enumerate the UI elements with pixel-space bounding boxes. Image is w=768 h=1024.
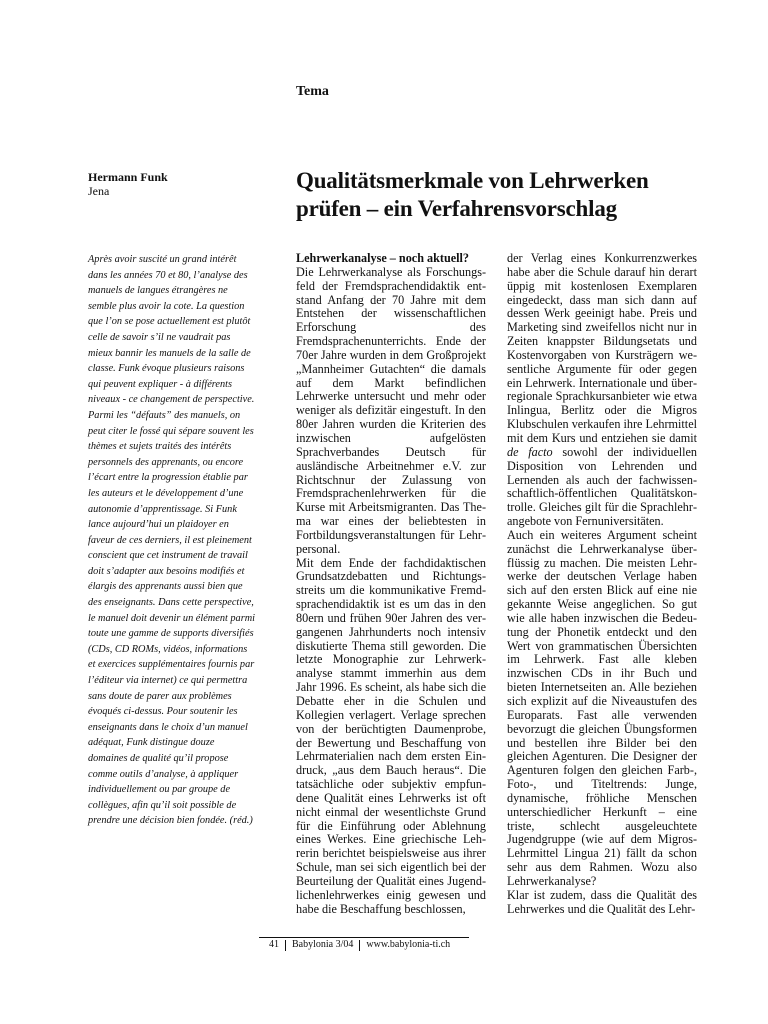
footer-divider <box>359 940 360 951</box>
article-title: Qualitätsmerkmale von Lehrwerken prüfen – ein Verfahrensvorschlag <box>296 168 649 221</box>
emphasis: de facto <box>507 444 553 459</box>
section-subheading: Lehrwerkanalyse – noch aktuell? <box>296 251 469 265</box>
text-column-2 <box>507 252 697 917</box>
author-block <box>88 170 258 198</box>
footer-divider <box>285 940 286 951</box>
journal-issue: Babylonia 3/04 <box>292 939 354 950</box>
author-name: Hermann Funk <box>88 170 168 184</box>
abstract-text: Après avoir suscité un grand intérêt dans les années 70 et 80, l’analyse des manuels de langues étrangères ne semble plus avoir la cote. La question que l’on se pose actuellement est plutôt celle de savoir s’il ne vaudrait pas mieux bannir les manuels de la salle de classe. Funk évoque plusieurs raisons qui peuvent expliquer - à différents niveaux - ce changement de perspective. Parmi les “défauts” des manuels, on peut citer le fossé qui sépare souvent les thèmes et sujets traités des intérêts personnels des apprenants, ou encore l’écart entre la progression établie par les auteurs et le développement d’une autonomie d’apprentissage. Si Funk lance aujourd’hui un plaidoyer en faveur de ces derniers, il est pleinement conscient que cet instrument de travail doit s’adapter aux besoins modifiés et élargis des apprenants aussi bien que des enseignants. Dans cette perspective, le manuel doit devenir un élément parmi toute une gamme de supports diversifiés (CDs, CD ROMs, vidéos, informations et exercices supplémentaires fournis par l’éditeur via internet) ce qui permettra sans doute de parer aux problèmes évoqués ci-dessus. Pour soutenir les enseignants dans le choix d’un manuel adéquat, Funk distingue douze domaines de qualité qu’il propose comme outils d’analyse, à appliquer individuellement ou par groupe de collègues, afin qu’il soit possible de prendre une décision bien fondée. (réd.) <box>88 254 255 827</box>
paragraph <box>507 252 697 529</box>
author-affiliation: Jena <box>88 184 110 198</box>
paragraph: Mit dem Ende der fachdidaktischen Grundsatzdebatten und Richtungsstreits um die kommunikative Fremdsprachendidaktik ist es um das in den 80ern und frühen 90er Jahren des vergangenen Jahrhunderts noch intensiv diskutierte Thema still geworden. Die letzte Monographie zur Lehrwerkanalyse stammt immerhin aus dem Jahr 1996. Es scheint, als habe sich die Debatte eher in die Schulen und Kollegien verlagert. Verlage sprechen von der berüchtigten Daumenprobe, der Bewertung und Beschaffung von Lehrmaterialien nach dem ersten Eindruck, „aus dem Bauch heraus“. Die tatsächliche oder subjektiv empfundene Qualität eines Lehrwerks ist oft nicht einmal der wesentlichste Grund für die Einführung oder Ablehnung eines Werkes. Eine griechische Lehrerin berichtet beispielsweise aus ihrer Schule, man sei sich eigentlich bei der Beurteilung der Qualität eines Jugendlichenlehrwerkes einig gewesen und habe die Beschaffung beschlossen, <box>296 555 486 916</box>
page-number: 41 <box>269 939 279 950</box>
paragraph: Klar ist zudem, dass die Qualität des Lehrwerkes und die Qualität des Lehr- <box>507 887 697 916</box>
page-footer <box>259 937 469 952</box>
paragraph: Die Lehrwerkanalyse als Forschungsfeld der Fremdsprachendidaktik entstand Anfang der 70 Jahre mit dem Entstehen der wissenschaftlichen Erforschung des Fremdsprachenunterrichts. Ende der 70er Jahre wurden in dem Großprojekt „Mannheimer Gutachten“ die damals auf dem Markt befindlichen Lehrwerke untersucht und mehr oder weniger als defizitär eingestuft. In den 80er Jahren wurden die Kriterien des inzwischen aufgelösten Sprachverbandes Deutsch für ausländische Arbeitnehmer e.V. zur Richtschnur der Zulassung von Fremdsprachenlehrwerken für die Kurse mit Arbeitsmigranten. Das Thema war eines der beliebtesten in Fortbildungsveranstaltungen für Lehrpersonal. <box>296 264 486 556</box>
paragraph-text: der Verlag eines Konkurrenzwerkes habe aber die Schule darauf hin derart üppig mit kostenlosen Exemplaren eingedeckt, dass man sich dann auf dessen Werk geeinigt habe. Preis und Marketing sind zweifellos nicht nur in Zeiten knappster Bildungsetats und Kostenvorgaben von Kursträgern wesentliche Argumente für oder gegen ein Lehrwerk. Internationale und überregionale Sprachkursanbieter wie etwa Inlingua, Berlitz oder die Migros Klubschulen verkaufen ihre Lehrmittel mit dem Kurs und entziehen sie damit <box>507 251 697 445</box>
abstract <box>88 252 256 829</box>
text-column-1 <box>296 252 486 917</box>
section-label: Tema <box>296 84 329 99</box>
paragraph-text: sowohl der individuellen Disposition von Lehrenden und Lernenden als auch der fachwissenschaftlich-öffentlichen Qualitätskontrolle. Gleiches gilt für die Sprachlehrangebote von Fernuniversitäten. <box>507 444 698 529</box>
journal-url: www.babylonia-ti.ch <box>366 939 451 950</box>
paragraph: Auch ein weiteres Argument scheint zunächst die Lehrwerkanalyse überflüssig zu machen. Die meisten Lehrwerke der deutschen Verlage haben sich auf den ersten Blick auf eine nie gekannte Weise angeglichen. So gut wie alle haben inzwischen die Bedeutung der Phonetik entdeckt und den Wert von grammatischen Übersichten im Lehrwerk. Fast alle kleben inzwischen CDs in ihr Buch und bieten Internetseiten an. Alle beziehen sich explizit auf die Niveaustufen des Europarats. Fast alle verwenden bevorzugt die gleichen Übungsformen und bestellen ihre Bilder bei den gleichen Agenturen. Die Designer der Agenturen folgen den gleichen Farb-, Foto-, und Titeltrends: Junge, dynamische, fröhliche Menschen unterschiedlicher Herkunft – eine triste, schlecht ausgeleuchtete Jugendgruppe (wie auf dem Migros-Lehrmittel Lingua 21) fällt da schon sehr aus dem Rahmen. Wozu also Lehrwerkanalyse? <box>507 527 697 888</box>
